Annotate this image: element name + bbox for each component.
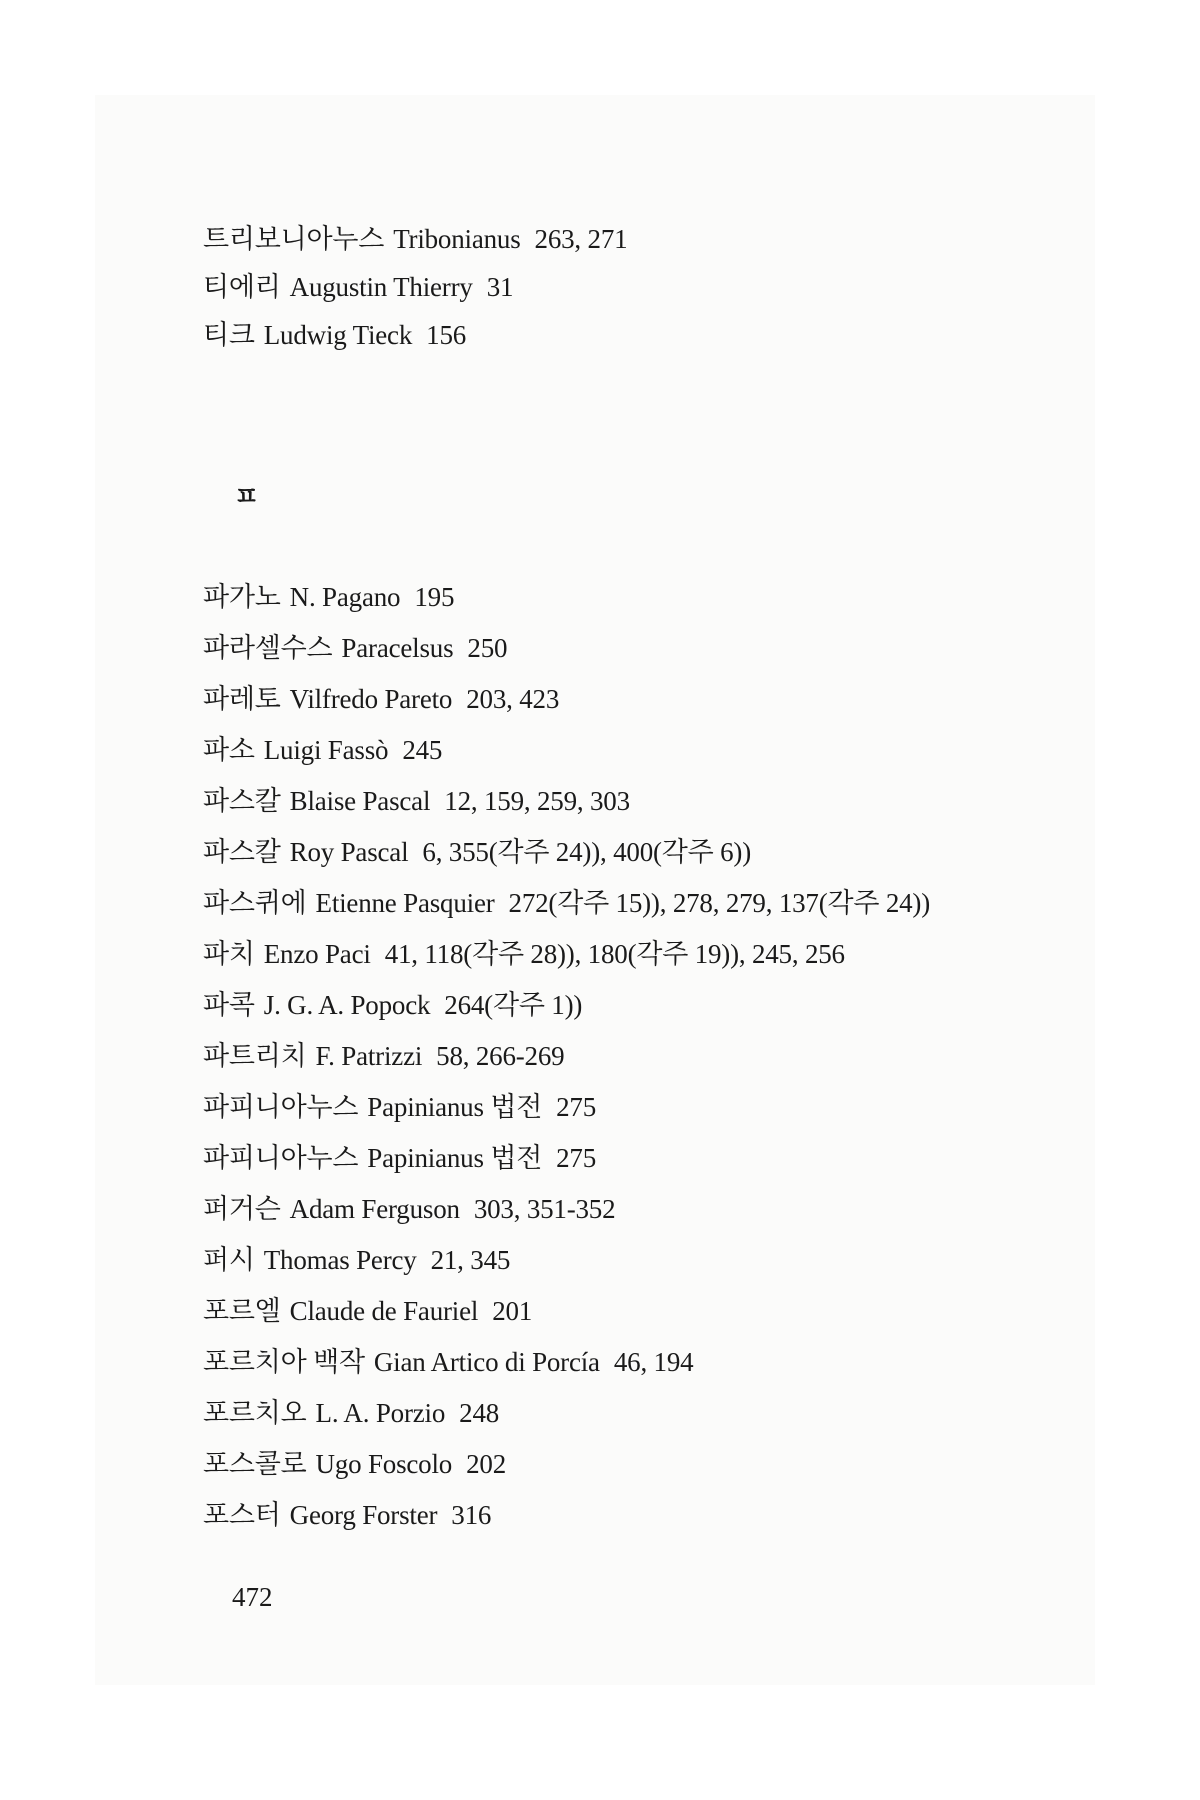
index-entry — [203, 631, 507, 665]
korean-name: 파스퀴에 — [203, 888, 307, 918]
korean-name: 파콕 — [203, 990, 255, 1020]
korean-name: 포르치아 백작 — [203, 1347, 365, 1377]
korean-name: 파레토 — [203, 684, 281, 714]
page-refs: 250 — [467, 633, 508, 663]
page-refs: 21, 345 — [430, 1245, 511, 1275]
page-refs: 303, 351-352 — [473, 1194, 616, 1224]
page-refs: 275 — [556, 1092, 597, 1122]
korean-name: 포스터 — [203, 1500, 281, 1530]
page-refs: 195 — [414, 582, 455, 612]
original-name: Ludwig Tieck — [263, 320, 413, 350]
index-entry — [203, 1141, 596, 1175]
index-entry — [203, 1090, 596, 1124]
page-refs: 156 — [426, 320, 467, 350]
index-entry — [203, 1447, 506, 1481]
original-name: Claude de Fauriel — [289, 1296, 479, 1326]
original-name: Ugo Foscolo — [315, 1449, 453, 1479]
original-name: Etienne Pasquier — [315, 888, 495, 918]
index-entry — [203, 1039, 564, 1073]
index-entry — [203, 222, 627, 256]
index-entry — [203, 1294, 532, 1328]
original-name: Blaise Pascal — [289, 786, 431, 816]
index-entry — [203, 1192, 615, 1226]
index-entry — [203, 682, 559, 716]
index-entry — [203, 784, 630, 818]
original-name: Thomas Percy — [263, 1245, 417, 1275]
page-refs: 201 — [492, 1296, 533, 1326]
index-entry — [203, 937, 845, 971]
korean-name: 포르엘 — [203, 1296, 281, 1326]
original-name: Adam Ferguson — [289, 1194, 460, 1224]
page-refs: 275 — [556, 1143, 597, 1173]
korean-name: 파스칼 — [203, 837, 281, 867]
korean-name: 파라셀수스 — [203, 633, 333, 663]
index-entry — [203, 733, 442, 767]
index-entry — [203, 886, 930, 920]
korean-name: 파스칼 — [203, 786, 281, 816]
original-name: Roy Pascal — [289, 837, 409, 867]
original-name: J. G. A. Popock — [263, 990, 431, 1020]
index-entry — [203, 318, 466, 352]
korean-name: 파피니아누스 — [203, 1092, 359, 1122]
original-name: Vilfredo Pareto — [289, 684, 453, 714]
original-name: Enzo Paci — [263, 939, 371, 969]
original-name: Luigi Fassò — [263, 735, 389, 765]
original-name: Paracelsus — [341, 633, 454, 663]
page-refs: 272(각주 15)), 278, 279, 137(각주 24)) — [508, 888, 931, 918]
original-name: Tribonianus — [393, 224, 521, 254]
korean-name: 티크 — [203, 320, 255, 350]
index-entry — [203, 988, 582, 1022]
index-entry — [203, 1345, 693, 1379]
original-name: Papinianus 법전 — [367, 1092, 543, 1122]
original-name: Georg Forster — [289, 1500, 438, 1530]
page-refs: 248 — [459, 1398, 500, 1428]
korean-name: 포르치오 — [203, 1398, 307, 1428]
page-refs: 6, 355(각주 24)), 400(각주 6)) — [422, 837, 751, 867]
index-entry — [203, 1243, 510, 1277]
section-letter: ㅍ — [234, 482, 260, 511]
korean-name: 티에리 — [203, 272, 281, 302]
korean-name: 파소 — [203, 735, 255, 765]
page-refs: 264(각주 1)) — [444, 990, 583, 1020]
korean-name: 트리보니아누스 — [203, 224, 385, 254]
page-refs: 46, 194 — [613, 1347, 694, 1377]
index-entry — [203, 835, 751, 869]
page-refs: 245 — [402, 735, 443, 765]
page-refs: 31 — [486, 272, 514, 302]
page-refs: 203, 423 — [466, 684, 560, 714]
original-name: Augustin Thierry — [289, 272, 473, 302]
original-name: Gian Artico di Porcía — [373, 1347, 600, 1377]
page-number: 472 — [232, 1582, 273, 1612]
index-entry — [203, 580, 454, 614]
index-entry — [203, 1498, 491, 1532]
korean-name: 파가노 — [203, 582, 281, 612]
index-entry — [203, 270, 513, 304]
korean-name: 파피니아누스 — [203, 1143, 359, 1173]
korean-name: 퍼시 — [203, 1245, 255, 1275]
original-name: N. Pagano — [289, 582, 401, 612]
index-entry — [203, 1396, 499, 1430]
page-refs: 316 — [451, 1500, 492, 1530]
page-refs: 202 — [466, 1449, 506, 1479]
page-refs: 12, 159, 259, 303 — [444, 786, 630, 816]
page-refs: 263, 271 — [534, 224, 628, 254]
original-name: Papinianus 법전 — [367, 1143, 543, 1173]
korean-name: 파치 — [203, 939, 255, 969]
korean-name: 파트리치 — [203, 1041, 307, 1071]
original-name: F. Patrizzi — [315, 1041, 423, 1071]
page-refs: 41, 118(각주 28)), 180(각주 19)), 245, 256 — [384, 939, 845, 969]
page-refs: 58, 266-269 — [436, 1041, 565, 1071]
original-name: L. A. Porzio — [315, 1398, 446, 1428]
korean-name: 퍼거슨 — [203, 1194, 281, 1224]
korean-name: 포스콜로 — [203, 1449, 307, 1479]
